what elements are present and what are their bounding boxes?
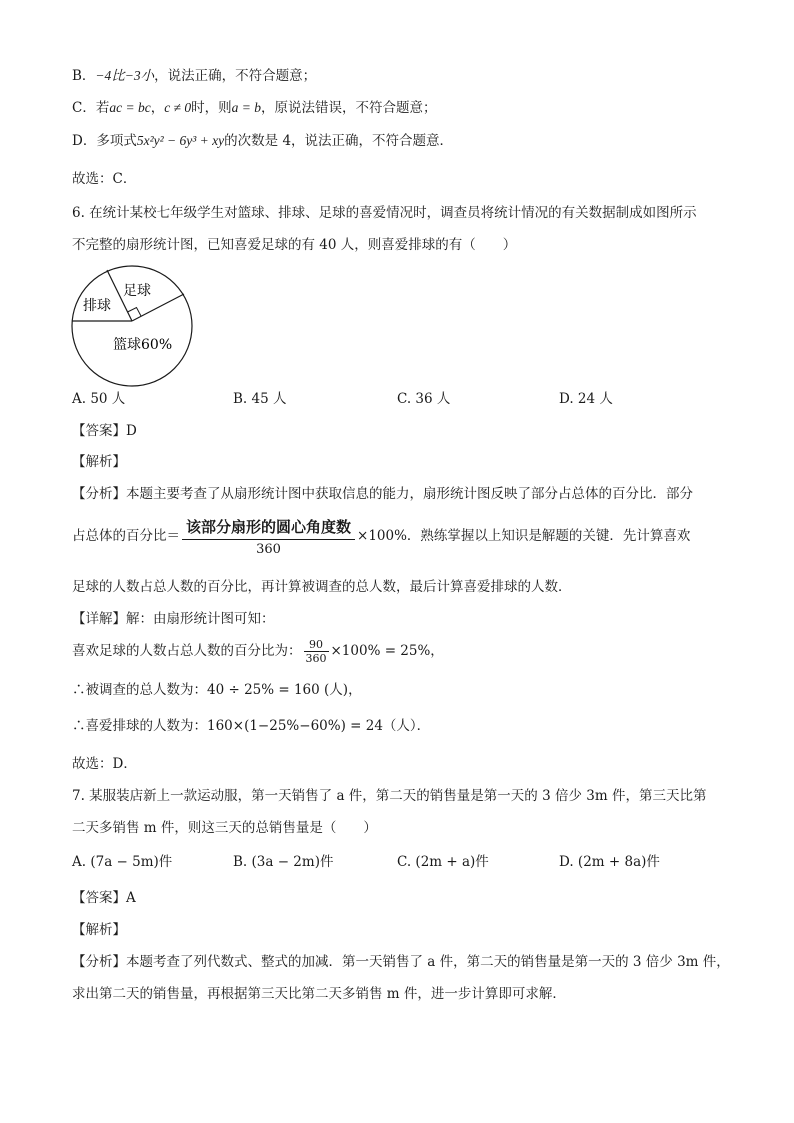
option-b-expression: −4比−3小	[95, 68, 155, 83]
q6-option-b: B. 45 人	[233, 391, 287, 407]
option-c-expression-3: a = b	[231, 100, 261, 115]
pie-label-basketball: 篮球60%	[113, 337, 173, 353]
q6-detail-post: ×100% = 25%，	[330, 643, 444, 659]
q7-analysis-tag: 【解析】	[72, 922, 126, 938]
q7-option-c: C. (2m + a)件	[397, 854, 489, 870]
option-c-separator: ，	[150, 100, 165, 116]
pie-label-football: 足球	[123, 283, 151, 299]
option-c-middle: 时，则	[191, 100, 232, 116]
option-c-expression-2: c ≠ 0	[164, 100, 192, 115]
option-c-head: C．若	[72, 100, 110, 116]
q6-detail-pre: 喜欢足球的人数占总人数的百分比为：	[72, 643, 302, 659]
question-6-stem-line-1: 6. 在统计某校七年级学生对篮球、排球、足球的喜爱情况时，调查员将统计情况的有关数据制成如图所示	[72, 205, 697, 221]
q6-detail-line-1: 【详解】解：由扇形统计图可知：	[72, 611, 275, 627]
question-7-stem-line-2: 二天多销售 m 件，则这三天的总销售量是（ ）	[72, 820, 377, 836]
q6-fenxi-pre: 占总体的百分比＝	[72, 528, 180, 544]
q6-fenxi-line-2	[72, 516, 690, 557]
option-c-expression-1: ac = bc	[109, 100, 151, 115]
q6-choose-line: 故选：D．	[72, 756, 137, 772]
q6-option-c: C. 36 人	[397, 391, 451, 407]
q6-fenxi-post: ×100%．熟练掌握以上知识是解题的关键．先计算喜欢	[357, 528, 691, 544]
option-c-tail: ，原说法错误，不符合题意；	[260, 100, 437, 116]
q6-option-a: A. 50 人	[72, 391, 126, 407]
q7-fenxi-line-2: 求出第二天的销售量，再根据第三天比第二天多销售 m 件，进一步计算即可求解．	[72, 986, 566, 1002]
option-d-polynomial: 5x²y² − 6y³ + xy	[136, 133, 225, 148]
q6-option-d: D. 24 人	[559, 391, 613, 407]
fraction-denominator: 360	[256, 542, 281, 557]
pie-label-volleyball: 排球	[83, 298, 111, 314]
option-c-explanation	[72, 98, 436, 118]
option-b-tail: ，说法正确，不符合题意；	[154, 68, 317, 84]
question-7-stem-line-1: 7. 某服装店新上一款运动服，第一天销售了 a 件，第二天的销售量是第一天的 3 倍少 3m 件，第三天比第	[72, 788, 707, 804]
option-d-explanation	[72, 131, 453, 151]
q7-option-d: D. (2m + 8a)件	[559, 854, 660, 870]
small-fraction-numerator: 90	[304, 638, 329, 652]
answer-choice-line: 故选：C．	[72, 171, 137, 187]
q6-answer: 【答案】D	[72, 423, 137, 439]
central-angle-fraction	[182, 516, 355, 557]
option-b-head: B．	[72, 68, 96, 84]
q7-answer: 【答案】A	[72, 890, 136, 906]
percentage-fraction	[304, 638, 329, 665]
q7-option-a: A. (7a − 5m)件	[72, 854, 173, 870]
q6-detail-line-2	[72, 638, 444, 665]
option-d-head: D．多项式	[72, 133, 137, 149]
fraction-numerator: 该部分扇形的圆心角度数	[182, 516, 355, 540]
q7-fenxi-line-1: 【分析】本题考查了列代数式、整式的加减．第一天销售了 a 件，第二天的销售量是第一天的 3 倍少 3m 件，	[72, 954, 730, 970]
question-6-stem-line-2: 不完整的扇形统计图，已知喜爱足球的有 40 人，则喜爱排球的有（ ）	[72, 237, 517, 253]
pie-chart-figure	[70, 264, 195, 389]
option-d-tail: 的次数是 4，说法正确，不符合题意．	[224, 133, 454, 149]
q6-detail-line-4: ∴喜爱排球的人数为：160×(1−25%−60%) = 24（人）．	[72, 718, 431, 734]
q6-fenxi-line-3: 足球的人数占总人数的百分比，再计算被调查的总人数，最后计算喜爱排球的人数．	[72, 579, 572, 595]
q6-detail-line-3: ∴被调查的总人数为：40 ÷ 25% = 160 (人)，	[72, 682, 362, 698]
q6-analysis-tag: 【解析】	[72, 454, 126, 470]
q7-option-b: B. (3a − 2m)件	[233, 854, 334, 870]
q6-fenxi-line-1: 【分析】本题主要考查了从扇形统计图中获取信息的能力，扇形统计图反映了部分占总体的百分比．部分	[72, 486, 693, 502]
option-b-explanation	[72, 66, 316, 86]
small-fraction-denominator: 360	[305, 652, 327, 665]
